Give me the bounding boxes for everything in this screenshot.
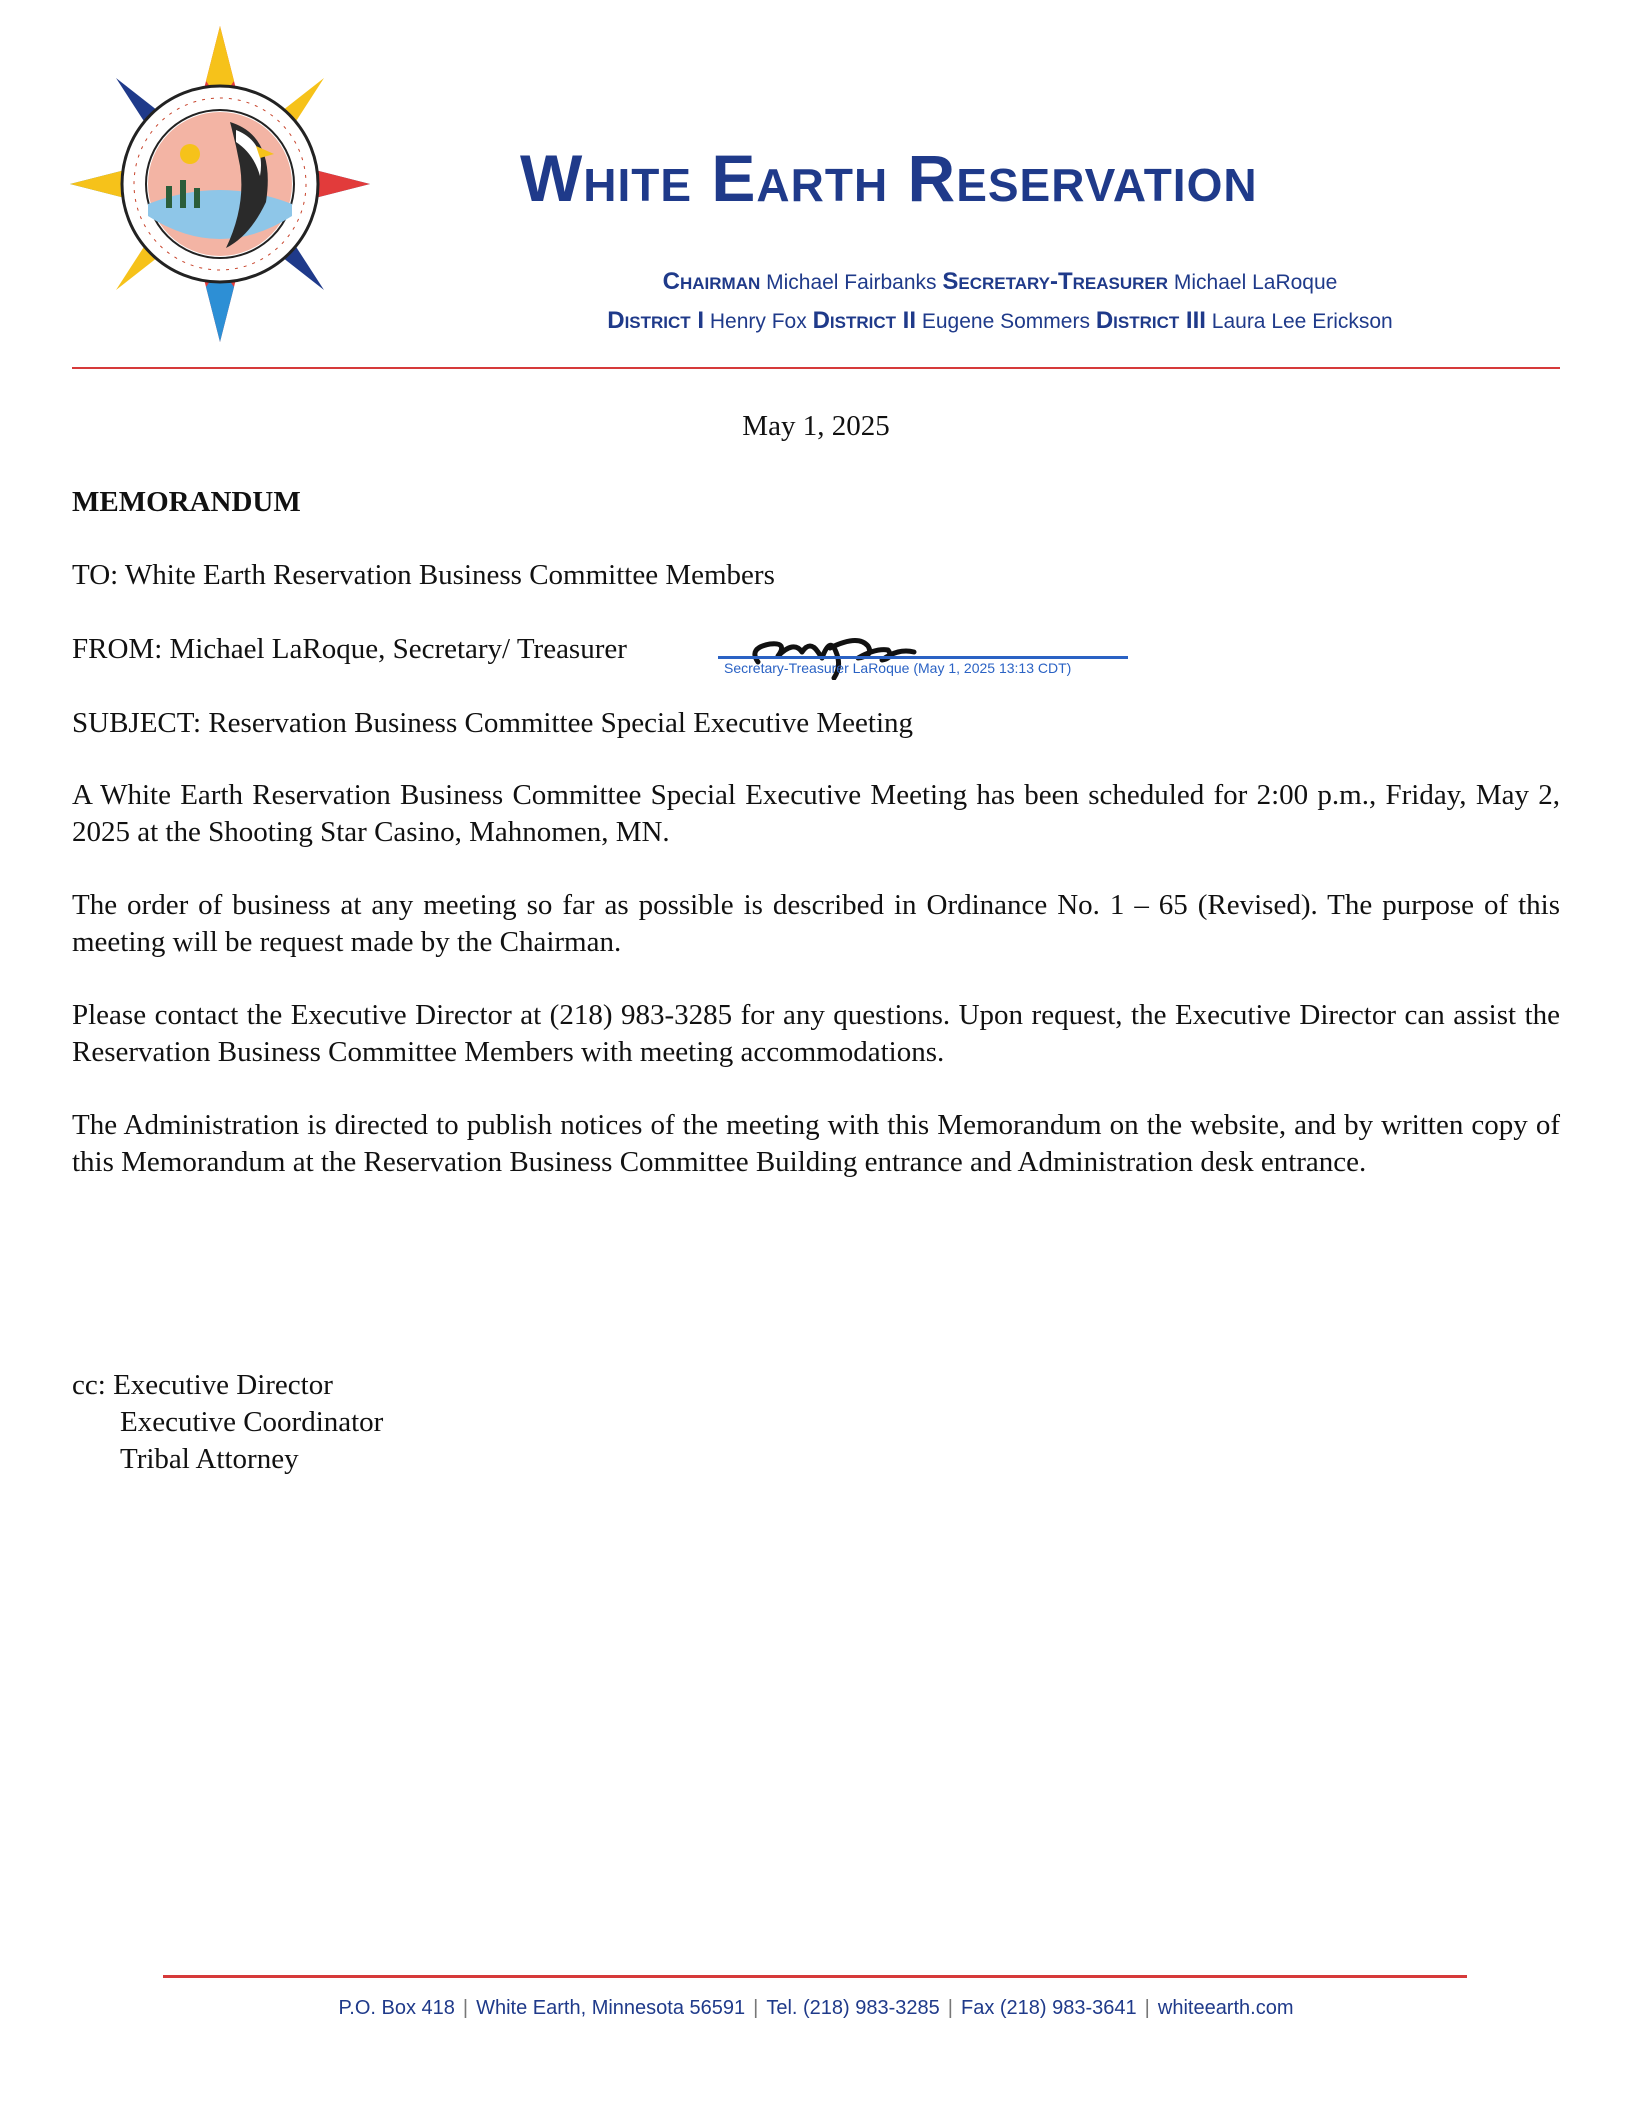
cc-label: cc: (72, 1369, 106, 1401)
cc-recipient: Executive Coordinator (120, 1406, 384, 1438)
memo-paragraph: A White Earth Reservation Business Committee Special Executive Meeting has been scheduled for 2:00 p.m., Friday, May 2, 2025 at the Shooting Star Casino, Mahnomen, MN. (72, 779, 1560, 848)
memo-heading: MEMORANDUM (72, 486, 301, 518)
memo-paragraph: Please contact the Executive Director at (218) 983-3285 for any questions. Upon request, the Executive Director can assist the Reservation Business Committee Members with meeting accommodations. (72, 999, 1560, 1068)
officers-row-1 (530, 268, 1470, 296)
officers-row-2 (530, 307, 1470, 335)
organization-title: White Earth Reservation (520, 141, 1258, 215)
memo-paragraph: The Administration is directed to publish notices of the meeting with this Memorandum on the website, and by written copy of this Memorandum at the Reservation Business Committee Building entrance and Administration desk entrance. (72, 1109, 1560, 1178)
officer-role-district-2: District II (812, 307, 917, 334)
footer-address: P.O. Box 418 (338, 1997, 455, 2019)
officer-role-chairman: Chairman (662, 268, 761, 295)
officer-role-district-1: District I (607, 307, 705, 334)
officer-role-secretary-treasurer: Secretary-Treasurer (942, 268, 1169, 295)
officer-name-district-1: Henry Fox (709, 310, 807, 333)
white-earth-nation-seal (70, 26, 370, 342)
footer-tel: Tel. (218) 983-3285 (766, 1997, 940, 2019)
memo-from: FROM: Michael LaRoque, Secretary/ Treasurer (72, 633, 627, 665)
memo-subject: SUBJECT: Reservation Business Committee Special Executive Meeting (72, 707, 914, 739)
footer-city: White Earth, Minnesota 56591 (476, 1997, 746, 2019)
officer-name-secretary-treasurer: Michael LaRoque (1173, 271, 1338, 294)
footer-fax: Fax (218) 983-3641 (961, 1997, 1137, 2019)
officer-name-chairman: Michael Fairbanks (766, 271, 937, 294)
signature-caption: Secretary-Treasurer LaRoque (May 1, 2025 13:13 CDT) (724, 660, 1072, 676)
footer-website-link[interactable]: whiteearth.com (1157, 1997, 1294, 2019)
signature-line (718, 656, 1128, 659)
officer-role-district-3: District III (1095, 307, 1206, 334)
footer-divider (163, 1975, 1467, 1978)
header-divider (72, 367, 1560, 369)
officer-name-district-3: Laura Lee Erickson (1211, 310, 1393, 333)
memo-date: May 1, 2025 (742, 410, 890, 442)
cc-list (72, 1367, 1560, 1478)
cc-recipient: Tribal Attorney (120, 1443, 299, 1475)
cc-recipient: Executive Director (113, 1369, 333, 1401)
memo-paragraph: The order of business at any meeting so far as possible is described in Ordinance No. 1 – 65 (Revised). The purpose of this meeting will be request made by the Chairman. (72, 889, 1560, 958)
footer-contact: P.O. Box 418 | White Earth, Minnesota 56591 | Tel. (218) 983-3285 | Fax (218) 983-3641 | whiteearth.com (338, 1997, 1294, 2019)
officer-name-district-2: Eugene Sommers (921, 310, 1090, 333)
memo-to: TO: White Earth Reservation Business Committee Members (72, 559, 775, 591)
